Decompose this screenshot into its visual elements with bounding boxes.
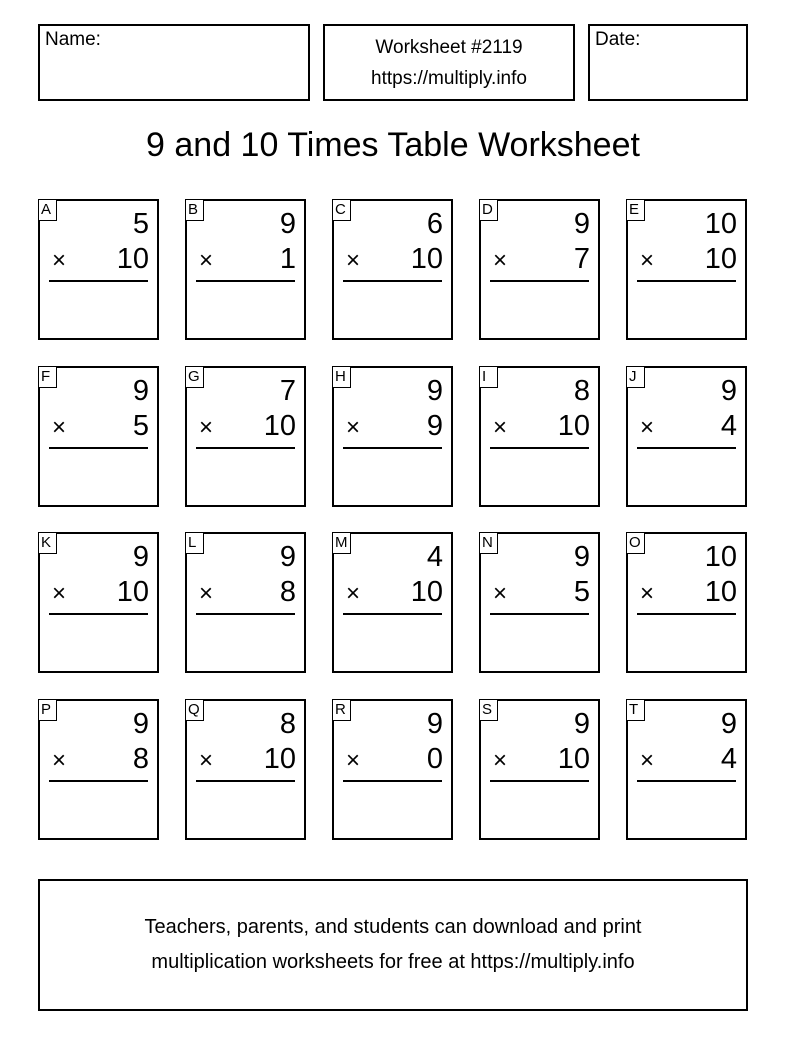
footer-box [38,879,748,1011]
problem-box[interactable] [185,699,306,840]
problem-box[interactable] [626,199,747,340]
answer-line [196,447,295,449]
multiplicand: 6 [426,208,443,240]
problem-letter: P [38,699,57,721]
multiplicand: 5 [132,208,149,240]
name-label: Name: [45,29,101,50]
problem-box[interactable] [626,366,747,507]
problem-letter: A [38,199,57,221]
times-sign: × [493,580,508,607]
multiplier: 10 [263,410,296,442]
multiplier: 5 [132,410,149,442]
problem-box[interactable] [185,366,306,507]
multiplicand: 10 [704,208,737,240]
multiplicand: 9 [573,208,590,240]
problem-box[interactable] [479,199,600,340]
multiplier: 8 [279,576,296,608]
worksheet-url: https://multiply.info [371,68,527,89]
multiplier: 1 [279,243,296,275]
problem-box[interactable] [332,366,453,507]
footer-line-1: Teachers, parents, and students can download and print [144,916,642,938]
multiplicand: 9 [720,375,737,407]
footer-line-2: multiplication worksheets for free at https://multiply.info [151,951,635,973]
worksheet-info-box [323,24,575,101]
times-sign: × [640,414,655,441]
problem-letter: F [38,366,57,388]
answer-line [343,447,442,449]
times-sign: × [52,580,67,607]
problem-box[interactable] [332,532,453,673]
multiplicand: 8 [279,708,296,740]
times-sign: × [346,580,361,607]
multiplicand: 9 [132,708,149,740]
multiplier: 8 [132,743,149,775]
name-field[interactable] [38,24,310,101]
answer-line [637,280,736,282]
problem-box[interactable] [332,199,453,340]
answer-line [343,780,442,782]
problem-letter: G [185,366,204,388]
multiplicand: 9 [573,541,590,573]
problem-box[interactable] [38,199,159,340]
problem-box[interactable] [479,532,600,673]
times-sign: × [640,247,655,274]
multiplier: 7 [573,243,590,275]
answer-line [490,280,589,282]
problem-box[interactable] [626,532,747,673]
multiplicand: 9 [426,375,443,407]
problem-box[interactable] [479,366,600,507]
multiplier: 10 [263,743,296,775]
answer-line [490,780,589,782]
multiplicand: 9 [132,541,149,573]
multiplicand: 10 [704,541,737,573]
multiplier: 4 [720,743,737,775]
date-label: Date: [595,29,641,50]
multiplicand: 9 [720,708,737,740]
problem-letter: C [332,199,351,221]
problem-box[interactable] [185,532,306,673]
answer-line [196,780,295,782]
multiplicand: 4 [426,541,443,573]
multiplicand: 9 [279,208,296,240]
problem-letter: R [332,699,351,721]
problem-letter: D [479,199,498,221]
problem-letter: B [185,199,204,221]
answer-line [343,613,442,615]
multiplicand: 8 [573,375,590,407]
multiplier: 10 [704,576,737,608]
answer-line [196,613,295,615]
answer-line [637,447,736,449]
times-sign: × [52,747,67,774]
problem-letter: S [479,699,498,721]
problem-letter: J [626,366,645,388]
problem-letter: T [626,699,645,721]
multiplicand: 9 [279,541,296,573]
worksheet-number: Worksheet #2119 [375,37,523,58]
multiplier: 10 [557,743,590,775]
problem-box[interactable] [185,199,306,340]
multiplier: 10 [410,576,443,608]
problem-letter: H [332,366,351,388]
times-sign: × [199,414,214,441]
answer-line [490,613,589,615]
problem-letter: L [185,532,204,554]
multiplier: 4 [720,410,737,442]
multiplier: 10 [557,410,590,442]
problem-box[interactable] [38,366,159,507]
problem-letter: O [626,532,645,554]
multiplier: 0 [426,743,443,775]
problem-box[interactable] [332,699,453,840]
page-title: 9 and 10 Times Table Worksheet [146,126,640,164]
answer-line [49,613,148,615]
problem-letter: N [479,532,498,554]
answer-line [49,280,148,282]
times-sign: × [199,580,214,607]
answer-line [490,447,589,449]
times-sign: × [640,747,655,774]
multiplier: 10 [704,243,737,275]
answer-line [49,447,148,449]
problem-letter: Q [185,699,204,721]
times-sign: × [493,247,508,274]
answer-line [637,613,736,615]
problem-box[interactable] [626,699,747,840]
times-sign: × [493,747,508,774]
times-sign: × [640,580,655,607]
times-sign: × [199,747,214,774]
multiplier: 10 [116,576,149,608]
problem-box[interactable] [479,699,600,840]
multiplicand: 9 [573,708,590,740]
problem-box[interactable] [38,532,159,673]
problem-letter: M [332,532,351,554]
multiplicand: 9 [426,708,443,740]
answer-line [196,280,295,282]
answer-line [343,280,442,282]
times-sign: × [493,414,508,441]
multiplier: 10 [116,243,149,275]
problem-box[interactable] [38,699,159,840]
answer-line [49,780,148,782]
multiplier: 10 [410,243,443,275]
times-sign: × [346,414,361,441]
date-field[interactable] [588,24,748,101]
problem-letter: K [38,532,57,554]
problem-letter: E [626,199,645,221]
times-sign: × [52,247,67,274]
times-sign: × [346,747,361,774]
multiplier: 5 [573,576,590,608]
answer-line [637,780,736,782]
multiplicand: 7 [279,375,296,407]
problem-letter: I [479,366,498,388]
multiplier: 9 [426,410,443,442]
times-sign: × [52,414,67,441]
multiplicand: 9 [132,375,149,407]
times-sign: × [199,247,214,274]
times-sign: × [346,247,361,274]
